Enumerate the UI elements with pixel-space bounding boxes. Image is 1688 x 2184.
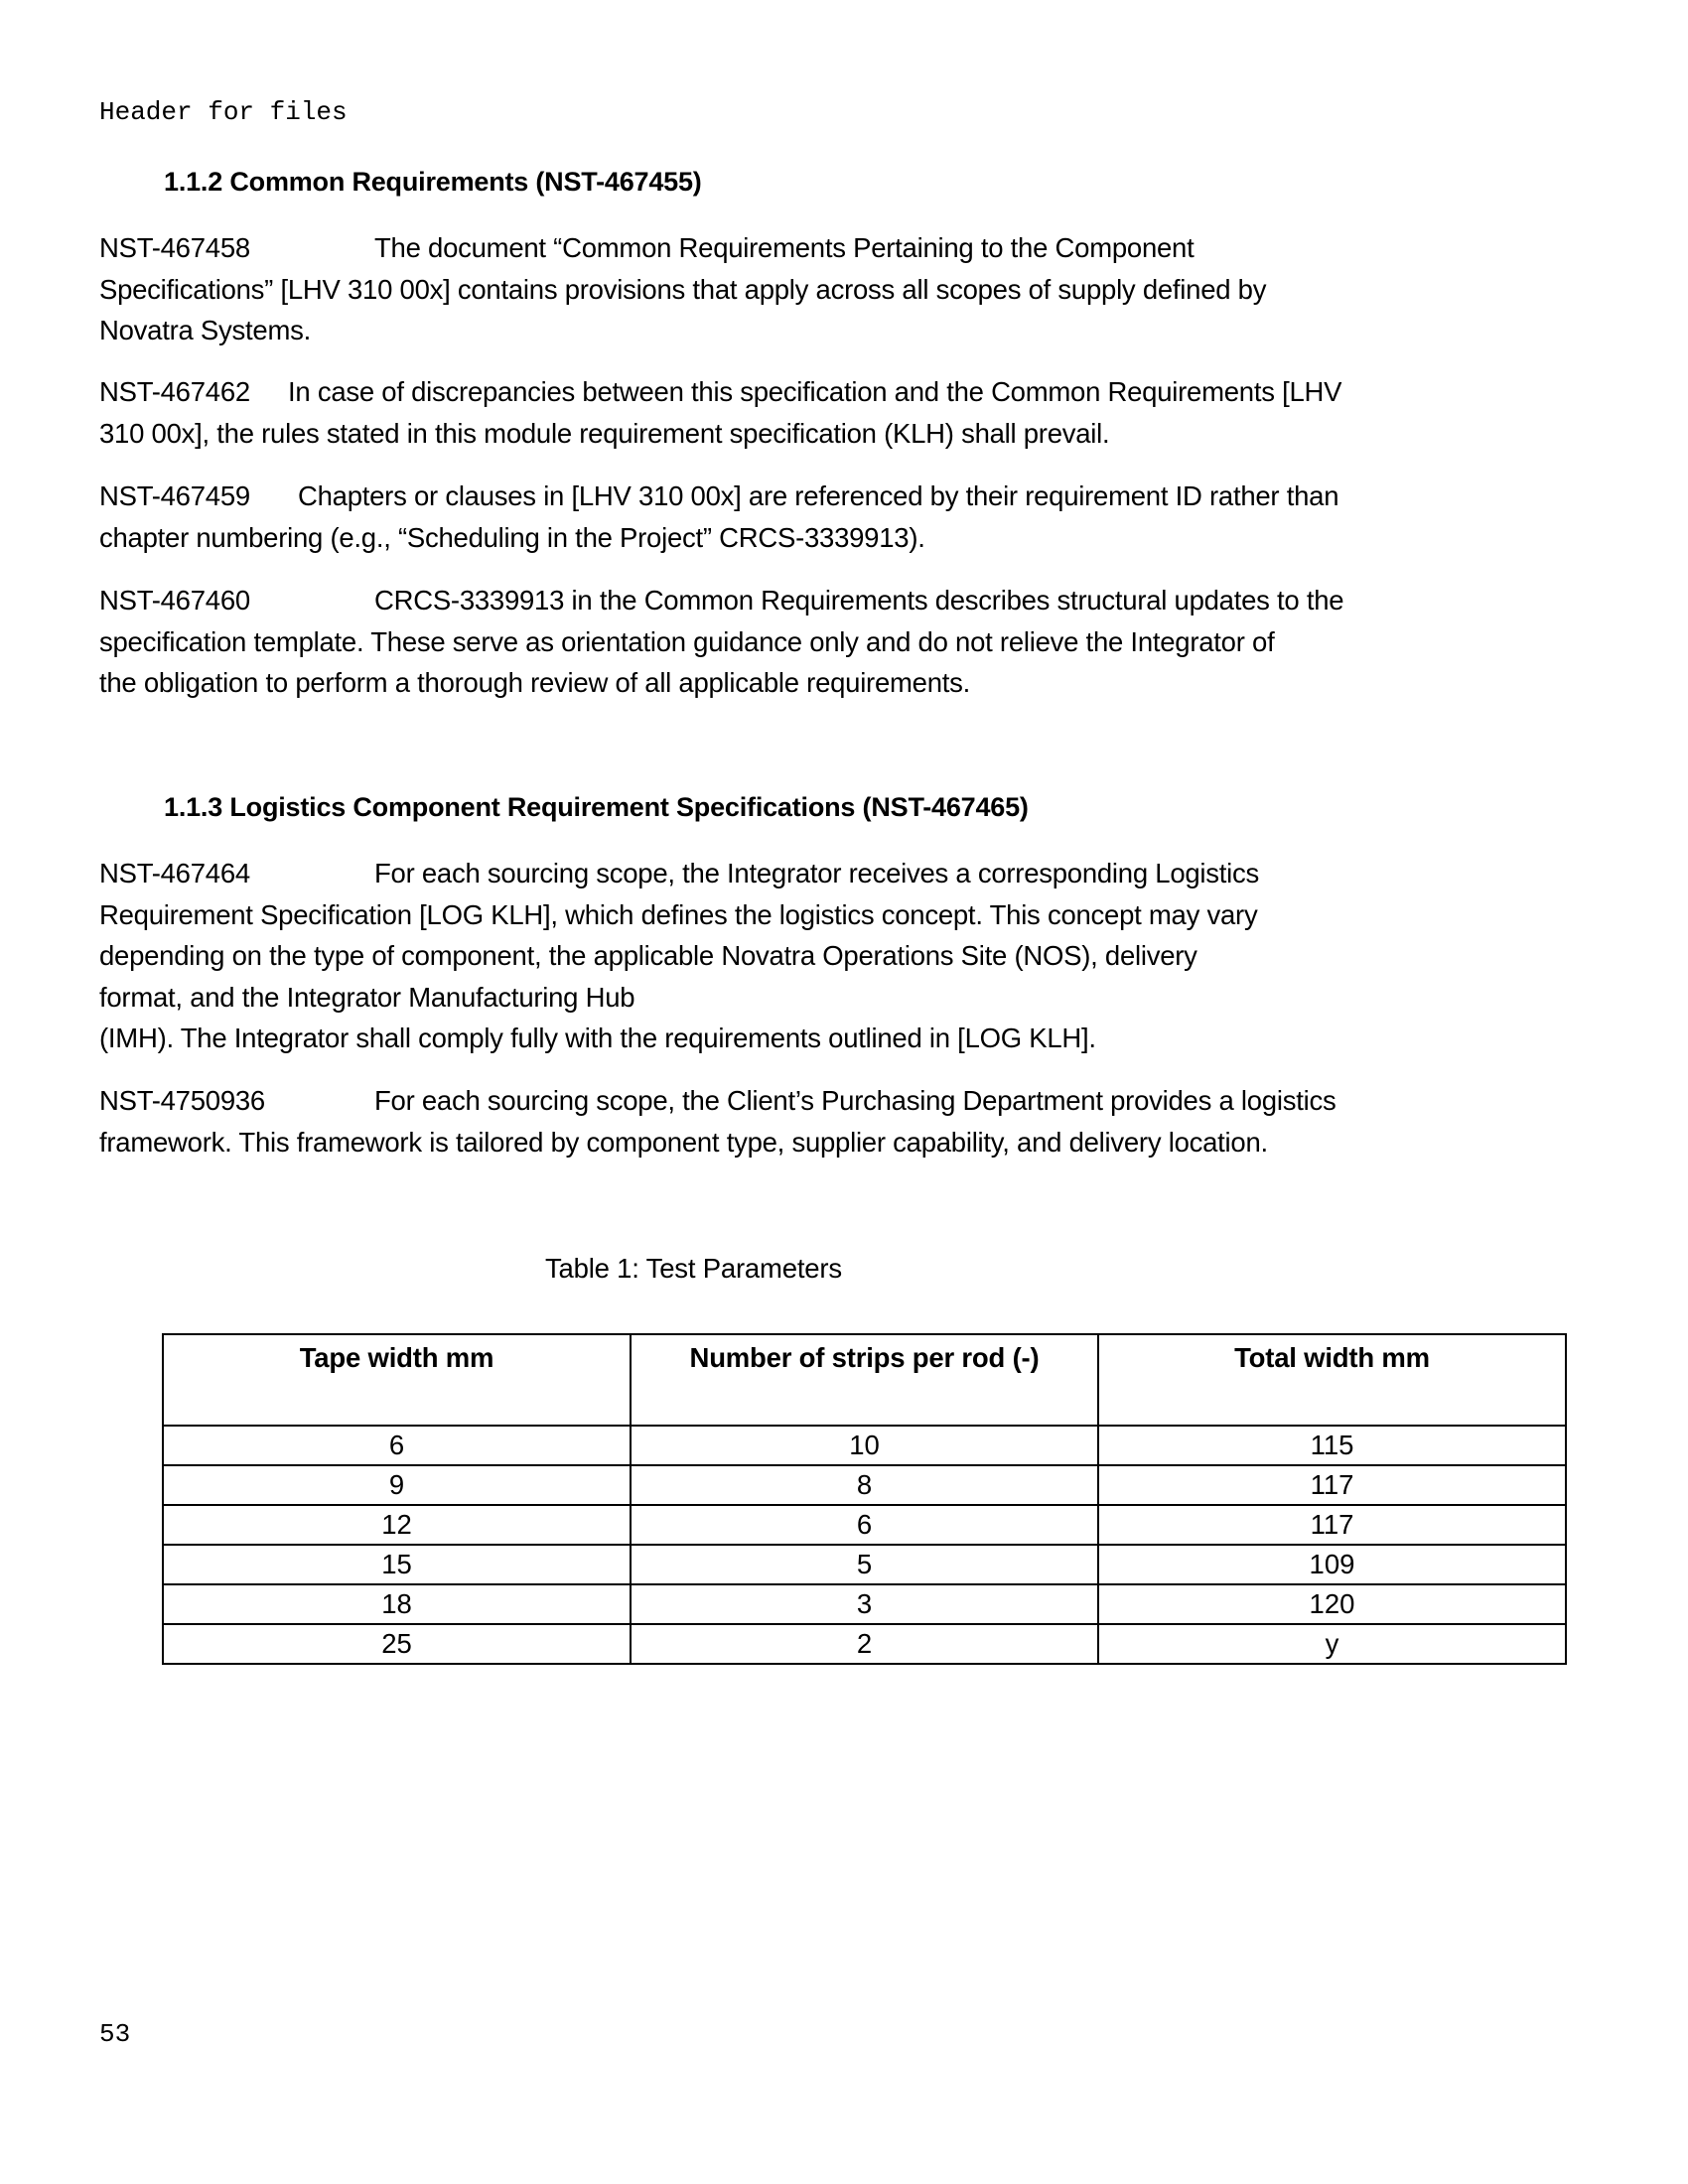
table-cell: 9 bbox=[163, 1465, 631, 1505]
paragraph-text: format, and the Integrator Manufacturing Hub bbox=[99, 981, 635, 1013]
table-cell: y bbox=[1098, 1624, 1566, 1664]
column-header-strips-per-rod: Number of strips per rod (-) bbox=[631, 1334, 1098, 1426]
table-cell: 117 bbox=[1098, 1505, 1566, 1545]
paragraph-text: CRCS-3339913 in the Common Requirements describes structural updates to the bbox=[374, 585, 1344, 615]
table-header-row bbox=[163, 1334, 1566, 1426]
requirement-paragraph bbox=[99, 476, 1509, 558]
column-header-total-width: Total width mm bbox=[1098, 1334, 1566, 1426]
test-parameters-table bbox=[162, 1333, 1567, 1665]
requirement-paragraph bbox=[99, 371, 1509, 454]
paragraph-text: (IMH). The Integrator shall comply fully with the requirements outlined in [LOG KLH]. bbox=[99, 1023, 1096, 1053]
requirement-paragraph bbox=[99, 853, 1509, 1059]
paragraph-text: The document “Common Requirements Pertaining to the Component bbox=[374, 232, 1195, 263]
requirement-id: NST-467459 bbox=[99, 480, 250, 511]
paragraph-text: For each sourcing scope, the Integrator receives a corresponding Logistics bbox=[374, 858, 1260, 888]
requirement-id: NST-467458 bbox=[99, 232, 250, 263]
table-cell: 120 bbox=[1098, 1584, 1566, 1624]
table-cell: 10 bbox=[631, 1426, 1098, 1465]
table-row bbox=[163, 1624, 1566, 1664]
requirement-id: NST-467462 bbox=[99, 376, 250, 407]
section-heading-1-1-2: 1.1.2 Common Requirements (NST-467455) bbox=[164, 167, 702, 197]
paragraph-text: For each sourcing scope, the Client’s Purchasing Department provides a logistics bbox=[374, 1085, 1336, 1116]
requirement-paragraph bbox=[99, 227, 1509, 351]
table-cell: 2 bbox=[631, 1624, 1098, 1664]
paragraph-text: Requirement Specification [LOG KLH], which defines the logistics concept. This concept may vary bbox=[99, 898, 1258, 930]
paragraph-text: framework. This framework is tailored by component type, supplier capability, and delivery location. bbox=[99, 1126, 1268, 1158]
paragraph-text: In case of discrepancies between this specification and the Common Requirements [LHV bbox=[288, 376, 1342, 407]
table-cell: 12 bbox=[163, 1505, 631, 1545]
paragraph-text: Chapters or clauses in [LHV 310 00x] are referenced by their requirement ID rather than bbox=[298, 480, 1339, 511]
table-row bbox=[163, 1545, 1566, 1584]
paragraph-text: 310 00x], the rules stated in this module requirement specification (KLH) shall prevail. bbox=[99, 417, 1110, 449]
table-cell: 18 bbox=[163, 1584, 631, 1624]
paragraph-text: depending on the type of component, the applicable Novatra Operations Site (NOS), delivery bbox=[99, 940, 1197, 971]
requirement-id: NST-467464 bbox=[99, 858, 250, 888]
page-number: 53 bbox=[99, 2019, 131, 2049]
paragraph-text: Novatra Systems. bbox=[99, 315, 312, 345]
paragraph-text: specification template. These serve as orientation guidance only and do not relieve the Integrator of bbox=[99, 625, 1275, 657]
table-row bbox=[163, 1584, 1566, 1624]
paragraph-text: the obligation to perform a thorough review of all applicable requirements. bbox=[99, 667, 971, 698]
table-cell: 117 bbox=[1098, 1465, 1566, 1505]
table-row bbox=[163, 1505, 1566, 1545]
table-row bbox=[163, 1465, 1566, 1505]
requirement-id: NST-4750936 bbox=[99, 1085, 265, 1116]
requirement-paragraph bbox=[99, 1080, 1509, 1162]
table-cell: 6 bbox=[631, 1505, 1098, 1545]
table-cell: 115 bbox=[1098, 1426, 1566, 1465]
column-header-tape-width: Tape width mm bbox=[163, 1334, 631, 1426]
paragraph-text: chapter numbering (e.g., “Scheduling in the Project” CRCS-3339913). bbox=[99, 521, 925, 553]
table-cell: 6 bbox=[163, 1426, 631, 1465]
requirement-id: NST-467460 bbox=[99, 585, 250, 615]
table-cell: 3 bbox=[631, 1584, 1098, 1624]
table-caption: Table 1: Test Parameters bbox=[545, 1253, 842, 1284]
requirement-paragraph bbox=[99, 580, 1509, 704]
table-cell: 8 bbox=[631, 1465, 1098, 1505]
paragraph-text: Specifications” [LHV 310 00x] contains provisions that apply across all scopes of supply defined by bbox=[99, 273, 1267, 305]
table-cell: 25 bbox=[163, 1624, 631, 1664]
running-header: Header for files bbox=[99, 97, 348, 127]
table-row bbox=[163, 1426, 1566, 1465]
section-heading-1-1-3: 1.1.3 Logistics Component Requirement Specifications (NST-467465) bbox=[164, 792, 1029, 822]
table-cell: 15 bbox=[163, 1545, 631, 1584]
table-cell: 5 bbox=[631, 1545, 1098, 1584]
table-cell: 109 bbox=[1098, 1545, 1566, 1584]
